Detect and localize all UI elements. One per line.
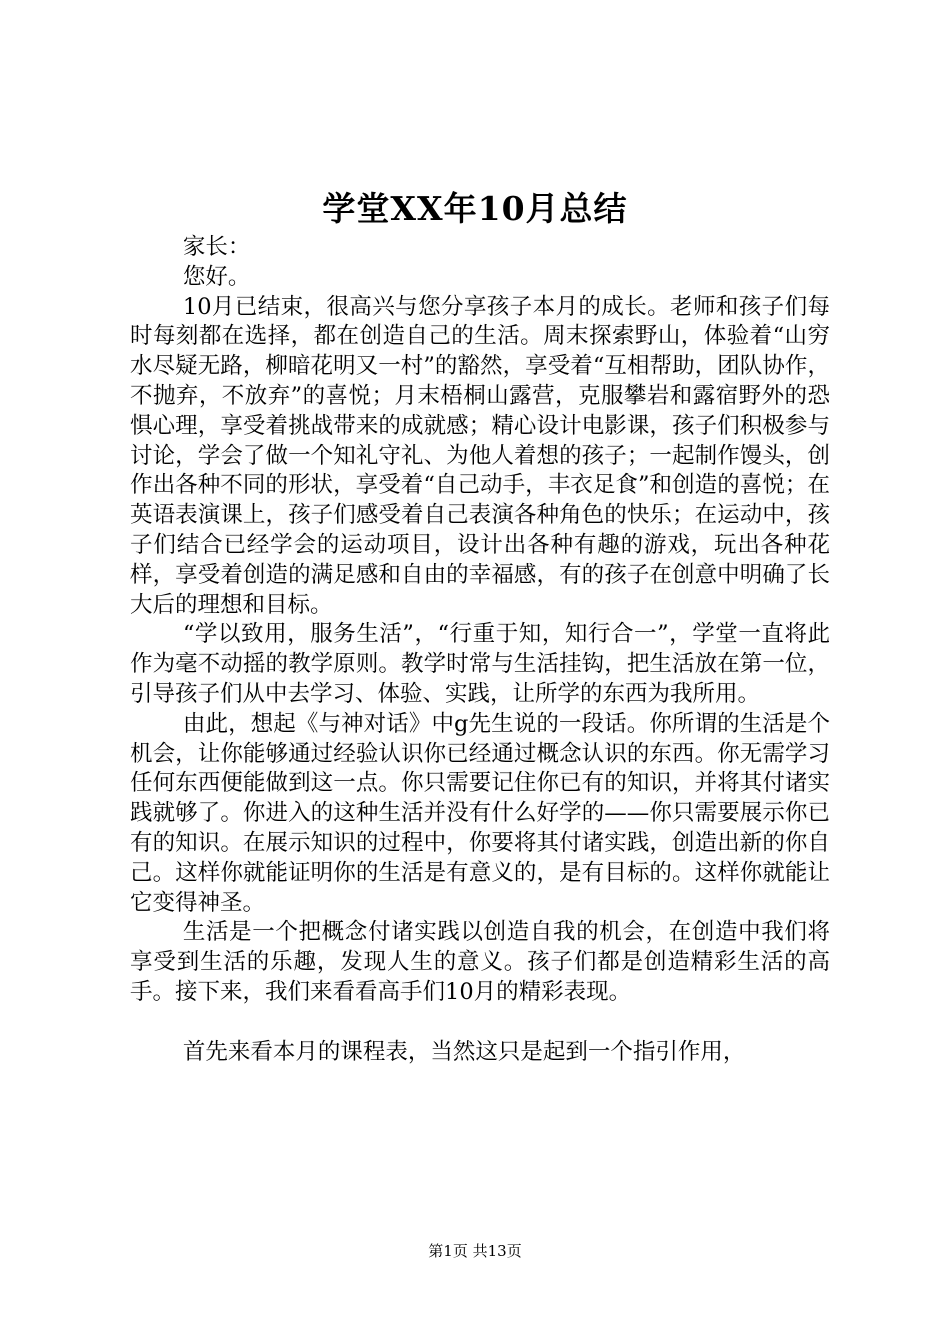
paragraph-4: 生活是一个把概念付诸实践以创造自我的机会，在创造中我们将享受到生活的乐趣，发现人生的意义。孩子们都是创造精彩生活的高手。接下来，我们来看看高手们10月的精彩表现。: [130, 919, 830, 1005]
document-body: [130, 233, 830, 1067]
paragraph-3: 由此，想起《与神对话》中g先生说的一段话。你所谓的生活是个机会，让你能够通过经验认识你已经通过概念认识的东西。你无需学习任何东西便能做到这一点。你只需要记住你已有的知识，并将其付诸实践就够了。你进入的这种生活并没有什么好学的——你只需要展示你已有的知识。在展示知识的过程中，你要将其付诸实践，创造出新的你自己。这样你就能证明你的生活是有意义的，是有目标的。这样你就能让它变得神圣。: [130, 710, 830, 916]
greeting: 您好。: [182, 263, 251, 290]
paragraph-5: 首先来看本月的课程表，当然这只是起到一个指引作用，: [182, 1038, 746, 1065]
page-footer: 第1页 共13页: [428, 1242, 522, 1260]
paragraph-1: 10月已结束，很高兴与您分享孩子本月的成长。老师和孩子们每时每刻都在选择，都在创造自己的生活。周末探索野山，体验着“山穷水尽疑无路，柳暗花明又一村”的豁然，享受着“互相帮助，团队协作，不抛弃，不放弃”的喜悦；月末梧桐山露营，克服攀岩和露宿野外的恐惧心理，享受着挑战带来的成就感；精心设计电影课，孩子们积极参与讨论，学会了做一个知礼守礼、为他人着想的孩子；一起制作馒头，创作出各种不同的形状，享受着“自己动手，丰衣足食”和创造的喜悦；在英语表演课上，孩子们感受着自己表演各种角色的快乐；在运动中，孩子们结合已经学会的运动项目，设计出各种有趣的游戏，玩出各种花样，享受着创造的满足感和自由的幸福感，有的孩子在创意中明确了长大后的理想和目标。: [130, 293, 830, 618]
salutation: 家长：: [182, 234, 251, 260]
paragraph-2: “学以致用，服务生活”，“行重于知，知行合一”，学堂一直将此作为毫不动摇的教学原则。教学时常与生活挂钩，把生活放在第一位，引导孩子们从中去学习、体验、实践，让所学的东西为我所用。: [130, 621, 830, 707]
document-title: 学堂XX年10月总结: [322, 189, 628, 228]
